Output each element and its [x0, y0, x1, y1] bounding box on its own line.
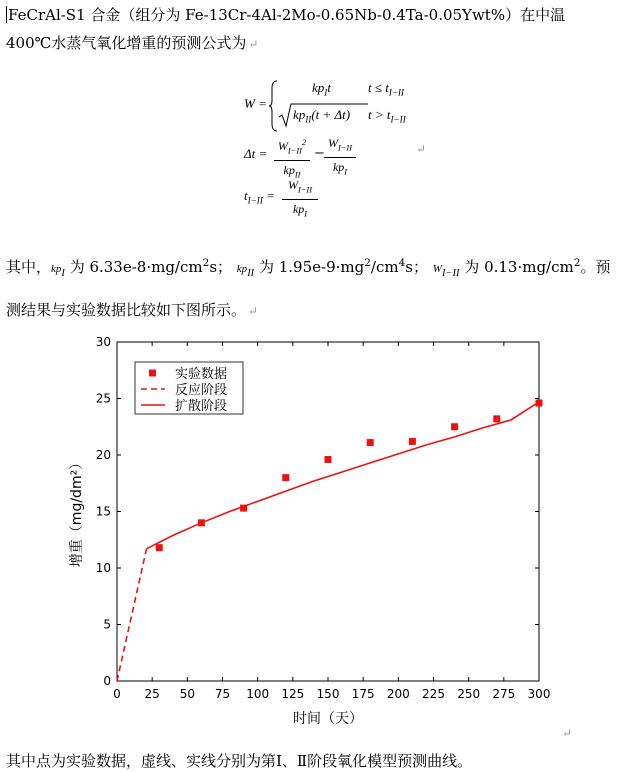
data-point — [493, 415, 500, 422]
diffusion-stage-line — [147, 402, 539, 549]
result-text-d: 为 1.95e-9·mg — [258, 258, 365, 276]
t-transition-formula — [244, 176, 364, 219]
result-line-2-text: 测结果与实验数据比较如下图所示。 — [6, 301, 247, 319]
case2-kp-sub: II — [305, 114, 312, 125]
result-sup-g: 2 — [573, 257, 581, 269]
x-tick-label: 100 — [246, 687, 270, 701]
legend-point-marker — [149, 370, 156, 377]
kp2-symbol: kp — [236, 263, 248, 275]
legend-label: 扩散阶段 — [175, 399, 228, 414]
minus-sign: − — [314, 146, 325, 161]
case1-cond-sub: I−II — [388, 87, 405, 98]
result-text-a: 其中， — [6, 258, 52, 276]
chart-paragraph-mark: ↵ — [562, 726, 573, 740]
data-point — [367, 439, 374, 446]
result-text-g: 为 0.13·mg/cm — [464, 258, 574, 276]
intro-line-1-text: FeCrAl-S1 合金（组分为 Fe-13Cr-4Al-2Mo-0.65Nb-0.4Ta-0.05Ywt%）在中温 — [8, 6, 566, 24]
case2-condition — [368, 107, 406, 125]
t-fraction — [282, 176, 318, 224]
kp1-symbol: kp — [51, 263, 62, 275]
frac1-den-sub: II — [294, 170, 301, 180]
case2-expr — [293, 107, 350, 125]
x-tick-label: 175 — [351, 687, 375, 701]
result-paragraph — [6, 252, 610, 322]
frac3-num-w: W — [287, 178, 298, 192]
frac2-den-sub: I — [344, 167, 348, 177]
x-tick-label: 125 — [281, 687, 305, 701]
frac1-den-kp: kp — [283, 163, 295, 178]
result-text-f: s； — [405, 258, 428, 276]
case2-cond-sub: I−II — [390, 114, 406, 125]
result-text-e: /cm — [370, 258, 399, 276]
t-label-sub: I−II — [247, 195, 263, 206]
data-point — [451, 423, 458, 430]
data-point — [282, 474, 289, 481]
data-point — [156, 544, 163, 551]
frac3-den-kp: kp — [292, 202, 305, 217]
case2-paren: (t + Δt) — [311, 107, 351, 122]
y-tick-label: 0 — [103, 674, 111, 688]
data-point — [325, 456, 332, 463]
x-tick-label: 150 — [316, 687, 340, 701]
data-point — [409, 438, 416, 445]
t-label — [244, 188, 275, 206]
x-tick-label: 300 — [527, 687, 551, 701]
x-tick-label: 225 — [422, 687, 445, 701]
result-line-2 — [6, 299, 610, 322]
y-tick-label: 10 — [95, 561, 111, 575]
result-sup-b: 2 — [202, 257, 210, 269]
case1-kp-sub: I — [324, 87, 328, 98]
result-text-b: 为 6.33e-8·mg/cm — [69, 258, 203, 276]
result-line-1 — [6, 252, 610, 285]
reaction-stage-line — [117, 549, 147, 681]
case2-kp: kp — [293, 107, 306, 122]
intro-line-1 — [6, 4, 565, 26]
frac1-num-sub: I−II — [287, 146, 302, 156]
oxidation-chart — [62, 330, 562, 735]
x-tick-label: 275 — [492, 687, 516, 701]
y-axis-label: 增重（mg/dm²） — [69, 455, 85, 568]
frac1-num-sup: 2 — [301, 138, 307, 147]
frac3-numerator — [282, 176, 318, 200]
frac1-num-w: W — [277, 139, 288, 153]
case1-kp: kp — [312, 80, 325, 95]
case1-t: t — [327, 80, 331, 95]
x-tick-label: 0 — [113, 687, 121, 701]
case1-condition — [368, 80, 404, 98]
legend-label: 反应阶段 — [175, 383, 228, 398]
frac2-den-kp: kp — [332, 160, 345, 175]
case1-expr — [312, 80, 331, 98]
x-axis-label: 时间（天） — [293, 711, 363, 727]
result-text-c: s； — [209, 258, 233, 276]
intro-line-2 — [6, 32, 565, 55]
frac1-numerator — [274, 134, 310, 161]
x-tick-label: 25 — [144, 687, 160, 701]
delta-t-formula — [244, 134, 444, 180]
intro-paragraph — [6, 4, 565, 55]
y-tick-label: 5 — [103, 617, 111, 632]
frac3-num-sub: I−II — [297, 185, 313, 195]
bottom-paragraph — [6, 750, 472, 772]
result-sup-e: 4 — [398, 257, 406, 269]
result-sup-d: 2 — [364, 257, 371, 269]
y-tick-label: 30 — [95, 335, 111, 349]
x-tick-label: 250 — [457, 687, 481, 701]
x-tick-label: 75 — [214, 687, 231, 701]
intro-line-2-text: 400℃水蒸气氧化增重的预测公式为 — [6, 34, 247, 52]
y-tick-label: 20 — [95, 448, 111, 462]
dt-fraction-2 — [324, 134, 356, 182]
t-label-text: t — [244, 188, 248, 203]
formula-paragraph-mark: ↵ — [416, 142, 427, 156]
w-label: W = — [244, 96, 267, 111]
y-tick-label: 25 — [95, 391, 111, 406]
x-tick-label: 50 — [179, 687, 195, 701]
w-sub: I−II — [441, 268, 460, 279]
frac3-denominator — [282, 200, 318, 223]
frac2-num-sub: I−II — [337, 143, 353, 153]
kp2-sub: II — [247, 268, 255, 279]
t-eq: = — [266, 188, 275, 203]
dt-label: Δt = — [244, 146, 268, 161]
bottom-text: 其中点为实验数据，虚线、实线分别为第Ⅰ、Ⅱ阶段氧化模型预测曲线。 — [6, 752, 473, 770]
result-paragraph-mark: ↵ — [248, 304, 259, 318]
kp1-sub: I — [61, 268, 65, 279]
paragraph-mark: ↵ — [248, 37, 259, 51]
legend-label: 实验数据 — [175, 367, 228, 382]
frac3-den-sub: I — [304, 209, 308, 219]
y-tick-label: 15 — [95, 504, 111, 519]
frac2-num-w: W — [327, 136, 338, 150]
frac2-numerator — [324, 134, 356, 158]
case1-cond-text: t ≤ t — [368, 80, 389, 95]
case2-cond-text: t > t — [368, 107, 391, 122]
result-text-h: 。预 — [580, 258, 611, 276]
w-symbol: W — [432, 263, 442, 275]
x-tick-label: 200 — [386, 687, 410, 701]
left-brace-icon — [268, 80, 278, 132]
text-cursor — [6, 6, 7, 23]
piecewise-formula — [244, 80, 444, 136]
